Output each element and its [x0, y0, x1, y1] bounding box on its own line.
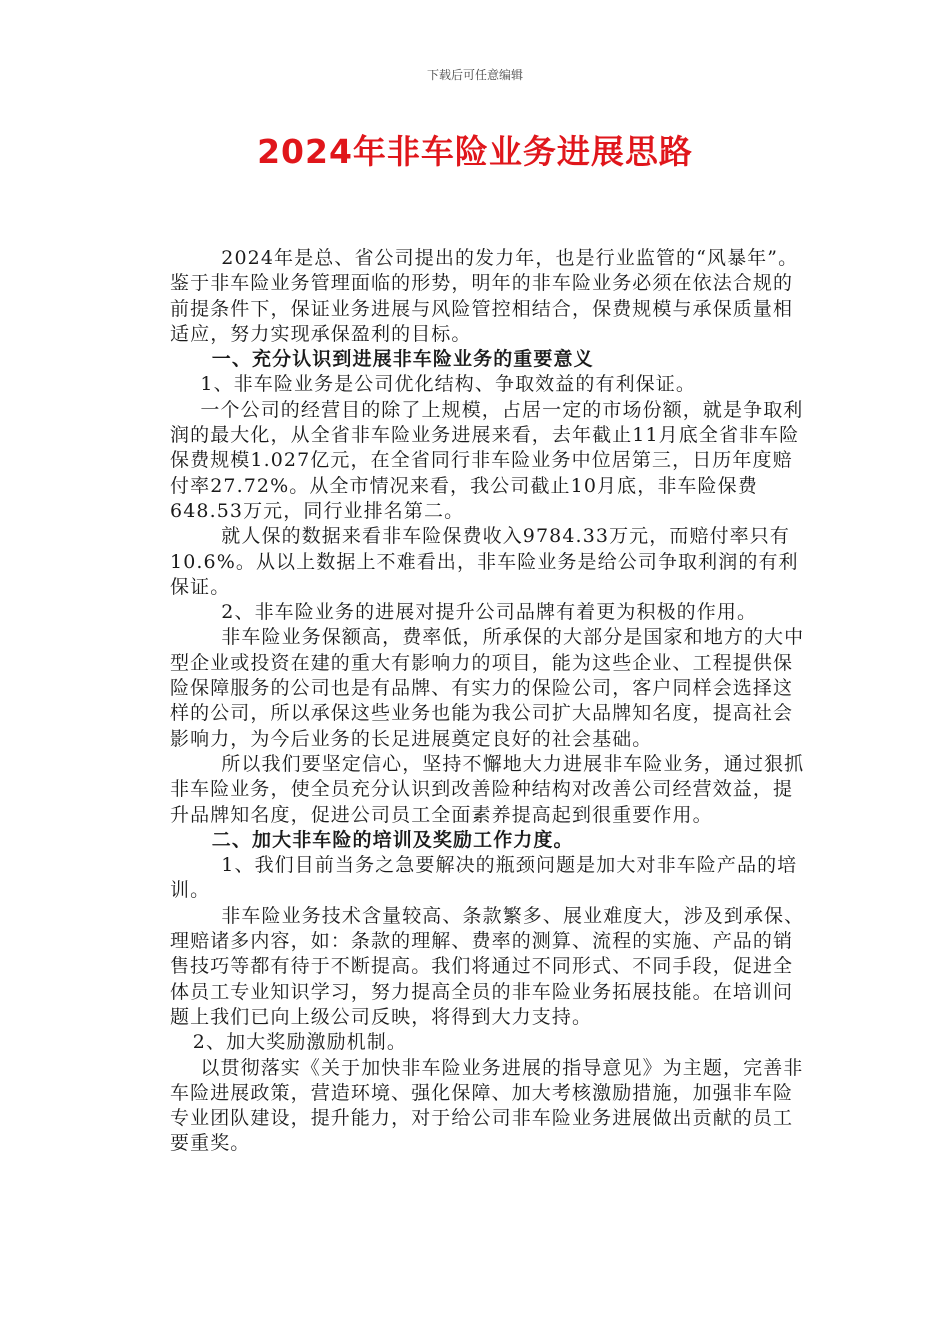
- document-title: 2024年非车险业务进展思路: [257, 132, 693, 171]
- subsection-heading-2-2: 2、加大奖励激励机制。: [192, 1031, 407, 1054]
- body-paragraph: 非车险业务保额高，费率低，所承保的大部分是国家和地方的大中型企业或投资在建的重大有影响力的项目，能为这些企业、工程提供保险保障服务的公司也是有品牌、有实力的保险公司，客户同样会选择这样的公司，所以承保这些业务也能为我公司扩大品牌知名度，提高社会影响力，为今后业务的长足进展奠定良好的社会基础。: [170, 626, 805, 750]
- section-heading-1: 一、充分认识到进展非车险业务的重要意义: [211, 348, 594, 371]
- section-heading-2: 二、加大非车险的培训及奖励工作力度。: [211, 828, 574, 851]
- body-paragraph: 所以我们要坚定信心，坚持不懈地大力进展非车险业务，通过狠抓非车险业务，使全员充分认识到改善险种结构对改善公司经营效益，提升品牌知名度，促进公司员工全面素养提高起到很重要作用。: [170, 752, 805, 826]
- document-body: [170, 246, 810, 1157]
- body-paragraph: 非车险业务技术含量较高、条款繁多、展业难度大，涉及到承保、理赔诸多内容，如：条款的理解、费率的测算、流程的实施、产品的销售技巧等都有待于不断提高。我们将通过不同形式、不同手段，促进全体员工专业知识学习，努力提高全员的非车险业务拓展技能。在培训问题上我们已向上级公司反映，将得到大力支持。: [170, 904, 805, 1028]
- intro-paragraph: 2024年是总、省公司提出的发力年，也是行业监管的“风暴年”。鉴于非车险业务管理面临的形势，明年的非车险业务必须在依法合规的前提条件下，保证业务进展与风险管控相结合，保费规模与承保质量相适应，努力实现承保盈利的目标。: [170, 247, 799, 345]
- subsection-heading-1-2: 2、非车险业务的进展对提升公司品牌有着更为积极的作用。: [221, 601, 758, 624]
- subsection-heading-2-1: 1、我们目前当务之急要解决的瓶颈问题是加大对非车险产品的培训。: [170, 854, 798, 902]
- header-note: 下载后可任意编辑: [426, 68, 523, 82]
- body-paragraph: 就人保的数据来看非车险保费收入9784.33万元，而赔付率只有10.6%。从以上数据上不难看出，非车险业务是给公司争取利润的有利保证。: [170, 525, 799, 598]
- subsection-heading-1-1: 1、非车险业务是公司优化结构、争取效益的有利保证。: [200, 373, 696, 396]
- body-paragraph: 一个公司的经营目的除了上规模，占居一定的市场份额，就是争取利润的最大化，从全省非车险业务进展来看，去年截止11月底全省非车险保费规模1.027亿元，在全省同行非车险业务中位居第三，日历年度赔付率27.72%。从全市情况来看，我公司截止10月底，非车险保费648.53万元，同行业排名第二。: [170, 398, 804, 522]
- body-paragraph: 以贯彻落实《关于加快非车险业务进展的指导意见》为主题，完善非车险进展政策，营造环境、强化保障、加大考核激励措施，加强非车险专业团队建设，提升能力，对于给公司非车险业务进展做出贡献的员工要重奖。: [170, 1056, 804, 1155]
